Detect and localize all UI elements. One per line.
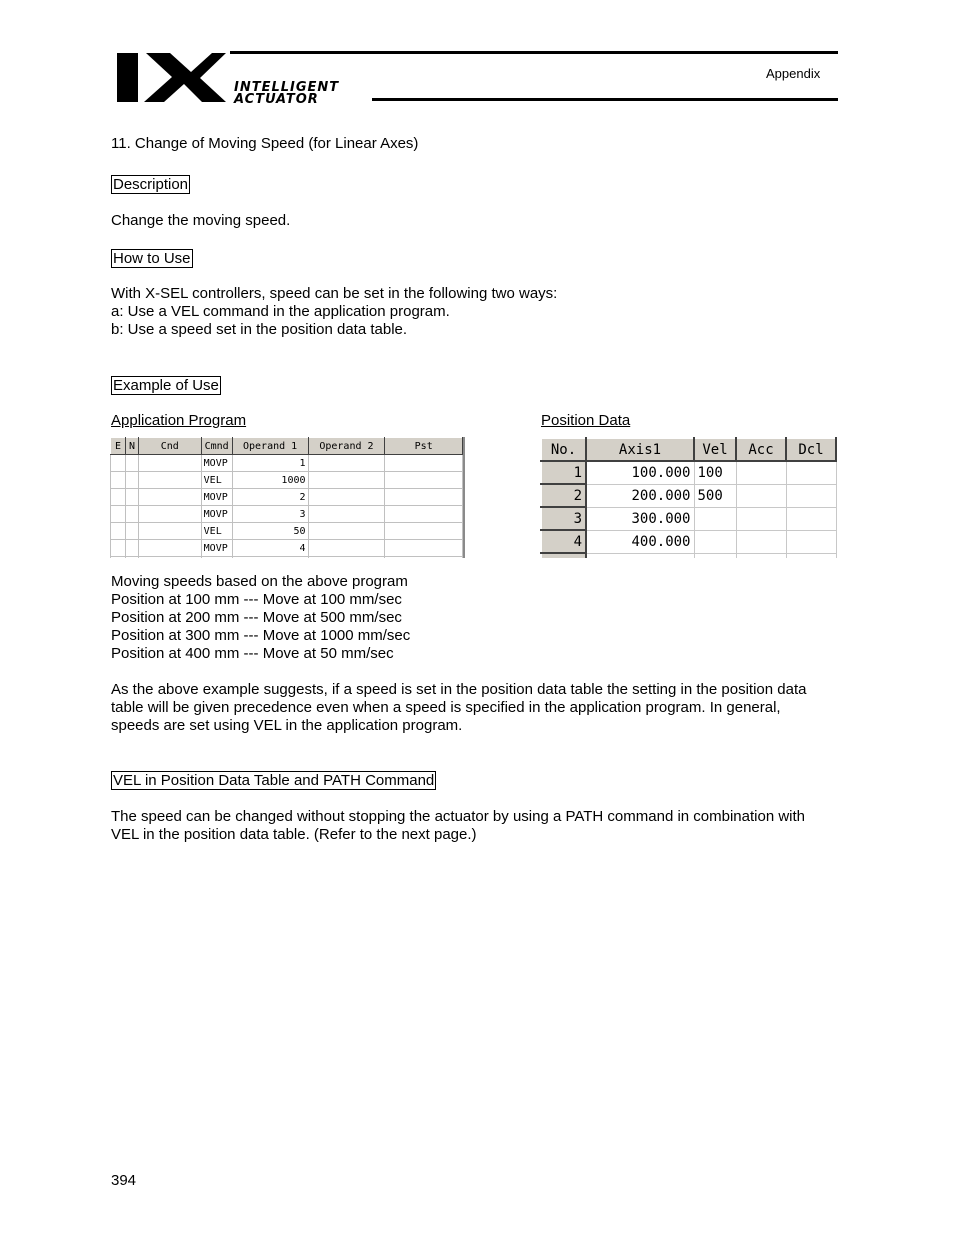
column-header: No. <box>541 438 586 461</box>
table-cell <box>385 540 463 557</box>
table-cell <box>111 523 126 540</box>
page-title: 11. Change of Moving Speed (for Linear Axes) <box>111 135 419 152</box>
table-cell <box>111 540 126 557</box>
column-header: Operand 2 <box>308 438 385 455</box>
table-cell <box>125 523 138 540</box>
table-row <box>541 507 836 530</box>
column-header: Dcl <box>786 438 836 461</box>
logo-letter-x <box>144 53 226 102</box>
moving-speeds-line: Position at 400 mm --- Move at 50 mm/sec <box>111 645 394 662</box>
precedence-line: speeds are set using VEL in the application program. <box>111 717 463 734</box>
table-cell <box>694 507 736 530</box>
table-cell: 1 <box>232 455 308 472</box>
table-cell <box>308 506 385 523</box>
row-number: 3 <box>541 507 586 530</box>
table-cell <box>736 530 786 553</box>
application-program-table <box>110 437 463 558</box>
logo-line1: INTELLIGENT <box>234 80 340 95</box>
table-cell <box>736 461 786 484</box>
table-cell <box>138 455 201 472</box>
column-header: Cnd <box>138 438 201 455</box>
table-cell <box>736 484 786 507</box>
table-cell <box>308 523 385 540</box>
table-cell <box>111 472 126 489</box>
how-to-use-line: b: Use a speed set in the position data table. <box>111 321 408 338</box>
moving-speeds-line: Position at 200 mm --- Move at 500 mm/sec <box>111 609 402 626</box>
row-number: 4 <box>541 530 586 553</box>
table-cell: 200.000 <box>586 484 694 507</box>
section-label: Appendix <box>766 66 821 81</box>
table-cell: 3 <box>232 506 308 523</box>
table-cell <box>694 530 736 553</box>
column-header: Axis1 <box>586 438 694 461</box>
header-rule <box>230 51 838 54</box>
table-cell <box>138 472 201 489</box>
table-cell <box>125 506 138 523</box>
how-to-use-line: a: Use a VEL command in the application program. <box>111 303 450 320</box>
row-number: 2 <box>541 484 586 507</box>
table-cell <box>125 540 138 557</box>
position-data-table-image <box>540 437 838 558</box>
column-header: Operand 1 <box>232 438 308 455</box>
table-cell: 1000 <box>232 472 308 489</box>
description-heading: Description <box>113 176 189 193</box>
vel-path-line: The speed can be changed without stopping the actuator by using a PATH command in combination with <box>111 808 806 825</box>
table-cell <box>138 506 201 523</box>
moving-speeds-line: Position at 100 mm --- Move at 100 mm/sec <box>111 591 402 608</box>
application-program-table-image <box>110 437 465 558</box>
table-cell: 400.000 <box>586 530 694 553</box>
table-row <box>541 553 836 558</box>
description-text: Change the moving speed. <box>111 212 291 229</box>
position-data-label: Position Data <box>541 412 631 429</box>
table-cell <box>111 455 126 472</box>
how-to-use-line: With X-SEL controllers, speed can be set in the following two ways: <box>111 285 558 302</box>
table-cell <box>786 461 836 484</box>
table-cell <box>308 489 385 506</box>
table-cell <box>125 489 138 506</box>
table-cell <box>736 507 786 530</box>
vel-path-heading-wrap <box>111 771 436 790</box>
table-cell <box>385 489 463 506</box>
table-row <box>111 557 463 559</box>
intelligent-actuator-logo <box>114 50 404 106</box>
example-heading-wrap <box>111 376 221 395</box>
table-header-row <box>541 438 836 461</box>
table-cell: MOVP <box>201 506 232 523</box>
how-to-use-heading-wrap <box>111 249 193 268</box>
table-row <box>111 540 463 557</box>
column-header: N <box>125 438 138 455</box>
table-cell: VEL <box>201 523 232 540</box>
table-row <box>111 506 463 523</box>
table-cell: 100 <box>694 461 736 484</box>
table-row <box>111 472 463 489</box>
example-heading: Example of Use <box>113 377 219 394</box>
table-cell: MOVP <box>201 455 232 472</box>
table-cell <box>308 540 385 557</box>
table-row <box>111 523 463 540</box>
vel-path-line: VEL in the position data table. (Refer to the next page.) <box>111 826 477 843</box>
table-cell <box>385 472 463 489</box>
page-number: 394 <box>111 1172 137 1189</box>
table-cell <box>138 540 201 557</box>
table-cell: 100.000 <box>586 461 694 484</box>
table-cell: MOVP <box>201 489 232 506</box>
table-cell <box>111 489 126 506</box>
column-header: Acc <box>736 438 786 461</box>
table-cell <box>786 507 836 530</box>
table-row <box>541 530 836 553</box>
table-cell <box>786 484 836 507</box>
table-row <box>541 461 836 484</box>
precedence-line: As the above example suggests, if a speed is set in the position data table the setting in the position data <box>111 681 807 698</box>
table-header-row <box>111 438 463 455</box>
table-cell: 500 <box>694 484 736 507</box>
table-cell <box>385 506 463 523</box>
column-header: Cmnd <box>201 438 232 455</box>
moving-speeds-line: Moving speeds based on the above program <box>111 573 408 590</box>
table-cell <box>138 489 201 506</box>
table-cell <box>385 523 463 540</box>
column-header: E <box>111 438 126 455</box>
moving-speeds-line: Position at 300 mm --- Move at 1000 mm/sec <box>111 627 411 644</box>
table-cell: MOVP <box>201 540 232 557</box>
precedence-line: table will be given precedence even when a speed is specified in the application program. In general, <box>111 699 781 716</box>
table-cell: 2 <box>232 489 308 506</box>
table-cell: VEL <box>201 472 232 489</box>
logo-letter-i <box>117 53 138 102</box>
row-number: 1 <box>541 461 586 484</box>
column-header: Vel <box>694 438 736 461</box>
position-data-table <box>540 437 837 558</box>
table-cell <box>308 455 385 472</box>
header-rule-lower <box>372 98 838 101</box>
table-cell <box>308 472 385 489</box>
table-cell <box>125 472 138 489</box>
application-program-label: Application Program <box>111 412 247 429</box>
description-heading-wrap <box>111 175 190 194</box>
table-row <box>541 484 836 507</box>
table-cell: 300.000 <box>586 507 694 530</box>
table-cell: 4 <box>232 540 308 557</box>
table-row <box>111 455 463 472</box>
column-header: Pst <box>385 438 463 455</box>
logo-line2: ACTUATOR <box>234 92 319 106</box>
how-to-use-heading: How to Use <box>113 250 191 267</box>
table-cell <box>138 523 201 540</box>
table-row <box>111 489 463 506</box>
table-cell <box>385 455 463 472</box>
vel-path-heading: VEL in Position Data Table and PATH Command <box>113 772 435 789</box>
table-cell <box>125 455 138 472</box>
table-cell <box>111 506 126 523</box>
table-cell <box>786 530 836 553</box>
table-cell: 50 <box>232 523 308 540</box>
